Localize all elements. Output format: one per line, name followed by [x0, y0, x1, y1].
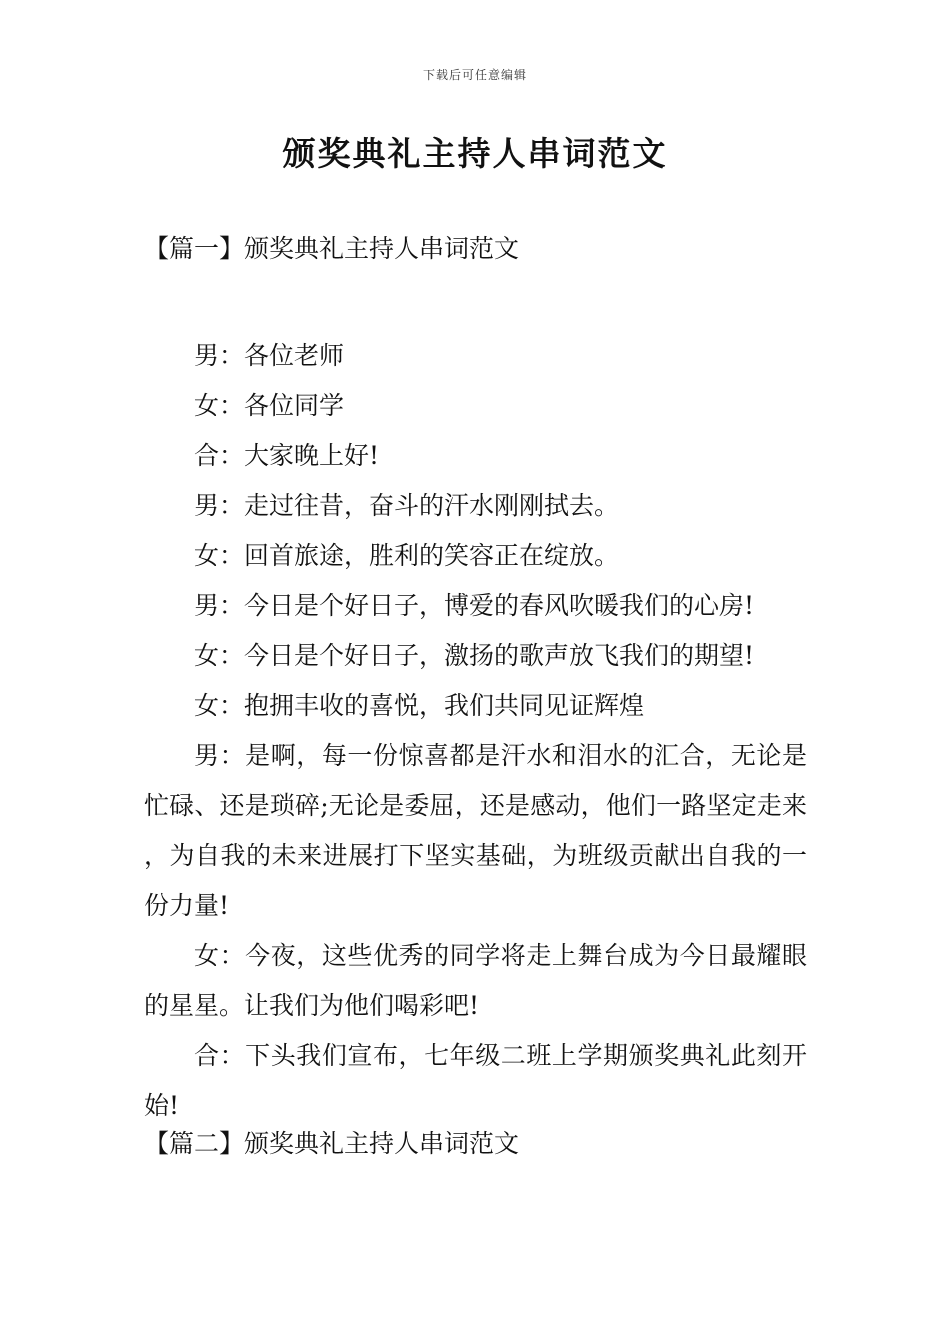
- dialogue-line: 女：回首旅途，胜利的笑容正在绽放。: [194, 541, 620, 570]
- header-note: 下载后可任意编辑: [422, 68, 527, 82]
- dialogue-line: 女：抱拥丰收的喜悦，我们共同见证辉煌: [194, 691, 645, 720]
- dialogue-line: 男：走过往昔，奋斗的汗水刚刚拭去。: [194, 491, 620, 520]
- section-heading-1: 【篇一】颁奖典礼主持人串词范文: [144, 234, 520, 263]
- dialogue-line: 合：大家晚上好!: [194, 441, 380, 470]
- dialogue-body: [144, 331, 807, 1131]
- dialogue-line: 男：各位老师: [194, 341, 345, 370]
- dialogue-line: 男：是啊，每一份惊喜都是汗水和泪水的汇合，无论是忙碌、还是琐碎;无论是委屈，还是感动，他们一路坚定走来，为自我的未来进展打下坚实基础，为班级贡献出自我的一份力量!: [144, 741, 807, 920]
- document-title: 颁奖典礼主持人串词范文: [282, 134, 668, 173]
- dialogue-line: 女：今日是个好日子，激扬的歌声放飞我们的期望!: [194, 641, 755, 670]
- section-heading-2: 【篇二】颁奖典礼主持人串词范文: [144, 1129, 520, 1158]
- dialogue-line: 女：各位同学: [194, 391, 345, 420]
- dialogue-line: 合：下头我们宣布，七年级二班上学期颁奖典礼此刻开始!: [144, 1041, 807, 1120]
- dialogue-line: 男：今日是个好日子，博爱的春风吹暖我们的心房!: [194, 591, 755, 620]
- dialogue-line: 女：今夜，这些优秀的同学将走上舞台成为今日最耀眼的星星。让我们为他们喝彩吧!: [144, 941, 807, 1020]
